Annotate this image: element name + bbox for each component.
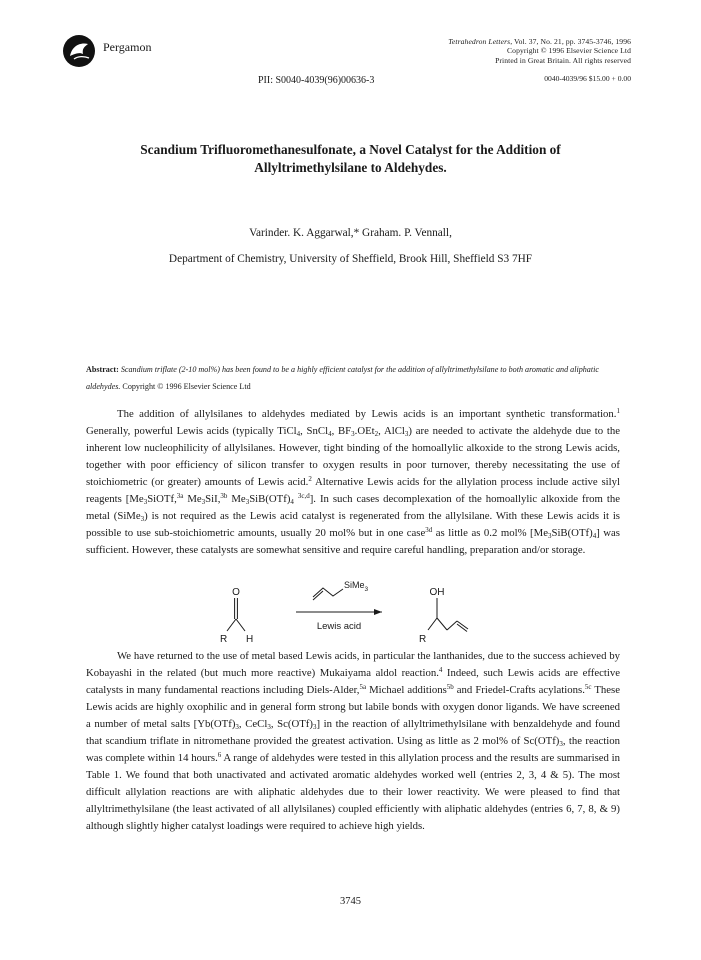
journal-name: Tetrahedron Letters	[448, 37, 511, 46]
page-number: 3745	[340, 896, 361, 907]
scheme-oxygen-label: O	[232, 587, 240, 598]
author-list: Varinder. K. Aggarwal,* Graham. P. Vennall,	[249, 227, 452, 239]
silane-reagent-label	[344, 580, 369, 593]
author-affiliation: Department of Chemistry, University of Sheffield, Brook Hill, Sheffield S3 7HF	[168, 253, 533, 265]
body-paragraph-2: We have returned to the use of metal based Lewis acids, in particular the lanthanides, due to the success achieved by Kobayashi in the related (but much more reactive) Mukaiyama aldol reaction.$^4$ Indeed, such Lewis acids are effective catalysts in many fundamental reactions including Diels-Alder,$^{5a}$ Michael additions$^{5b}$ and Friedel-Crafts acylations.$^{5c}$ These Lewis acids are highly oxophilic and in general form strong but labile bonds with oxygen donor ligands. We have screened a number of metal salts [$Yb(OTf)_3$, CeCl$_3$, $Sc(OTf)_3$] in the reaction of allyltrimethylsilane with benzaldehyde and found that scandium triflate in nitromethane provided the greatest activation. Using as little as 2 mol% of $Sc(OTf)_3$, the reaction was complete within 14 hours.$^6$ A range of aldehydes were tested in this allylation process and the results are summarised in Table 1. We found that both unactivated and activated aromatic aldehydes worked well (entries 2, 3, 4 & 5). The most difficult allylation reactions are with aliphatic aldehydes due to their lower reactivity. We were pleased to find that allyltrimethylsilane (the least activated of all allylsilanes) coupled efficiently with aliphatic aldehydes (entries 6, 7, 8, & 9) although slightly higher catalyst loadings were required to achieve high yields.	[86, 650, 621, 833]
article-title	[0, 141, 701, 177]
copyright-line: Copyright © 1996 Elsevier Science Ltd	[507, 46, 631, 56]
abstract	[86, 361, 616, 395]
journal-citation-block	[448, 37, 631, 65]
abstract-copyright: Copyright © 1996 Elsevier Science Ltd	[122, 382, 251, 392]
reaction-scheme	[210, 578, 500, 650]
abstract-text: Scandium triflate (2-10 mol%) has been found to be a highly efficient catalyst for the addition of allyltrimethylsilane to both aromatic and aliphatic aldehydes.	[86, 365, 599, 392]
body-paragraph-1: The addition of allylsilanes to aldehydes mediated by Lewis acids is an important synthetic transformation.$^1$ Generally, powerful Lewis acids (typically TiCl$_4$, SnCl$_4$, $BF_3.OEt_2$, AlCl$_3$) are needed to activate the aldehyde due to the inherent low nucleophilicity of allylsilanes. However, tight binding of the homoallylic alkoxide to the strong Lewis acids, together with poor efficiency of silicon transfer to oxygen results in poor turnover, thereby necessitating the use of stoichiometric (or greater) amounts of Lewis acid.$^2$ Alternative Lewis acids for the allylation process include active silyl reagents [$Me_3SiOTf,^{3a}$ $Me_3SiI,^{3b}$ $Me_3SiB(OTf)_4$ $^{3c,d}$]. In such cases decomplexation of the homoallylic alkoxide from the metal (SiMe$_3$) is not required as the Lewis acid catalyst is regenerated from the allylsilane. With these Lewis acids it is possible to use sub-stoichiometric amounts, usually 20 mol% but in one case$^{3d}$ as little as 0.2 mol% $[Me_3SiB(OTf)_4]$ was sufficient. However, these catalysts are somewhat sensitive and require careful handling, preparation and/or storage.	[86, 407, 621, 557]
issn-price: 0040-4039/96 $15.00 + 0.00	[544, 74, 631, 83]
printed-line: Printed in Great Britain. All rights reserved	[495, 55, 631, 65]
abstract-label: Abstract:	[86, 365, 119, 374]
title-line-2: Allyltrimethylsilane to Aldehydes.	[254, 160, 447, 175]
scheme-r-label-left: R	[220, 634, 228, 645]
lewis-acid-label: Lewis acid	[316, 621, 362, 632]
pergamon-logo-icon	[62, 34, 96, 68]
publisher-name: Pergamon	[103, 40, 152, 54]
silane-reagent: SiMe	[344, 580, 365, 590]
pii-identifier: PII: S0040-4039(96)00636-3	[258, 75, 375, 86]
scheme-hydroxyl-label: OH	[429, 587, 445, 598]
silane-reagent-subscript: 3	[364, 586, 369, 593]
scheme-r-label-right: R	[419, 634, 427, 645]
title-line-1: Scandium Trifluoromethanesulfonate, a Novel Catalyst for the Addition of	[140, 142, 561, 157]
scheme-h-label: H	[246, 634, 254, 645]
journal-citation: , Vol. 37, No. 21, pp. 3745-3746, 1996	[510, 37, 631, 46]
